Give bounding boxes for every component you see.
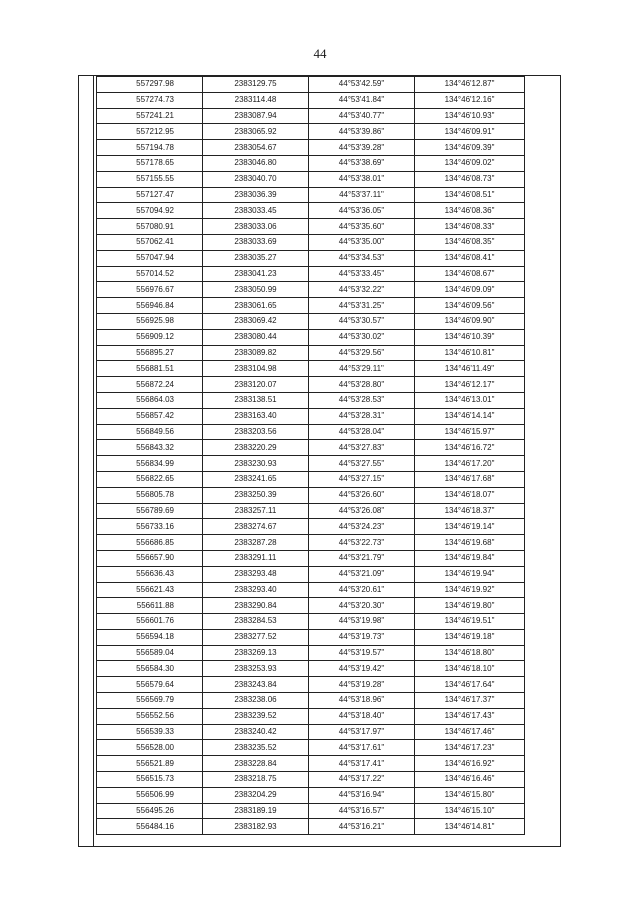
latitude-cell: 44°53'30.57" [309,313,415,329]
y-coordinate-cell: 2383104.98 [203,361,309,377]
table-row [97,77,525,93]
x-coordinate-cell: 556843.32 [97,440,203,456]
latitude-cell: 44°53'29.56" [309,345,415,361]
longitude-cell: 134°46'16.46" [415,772,525,788]
longitude-cell: 134°46'13.01" [415,392,525,408]
table-row [97,155,525,171]
y-coordinate-cell: 2383293.48 [203,566,309,582]
y-coordinate-cell: 2383290.84 [203,598,309,614]
latitude-cell: 44°53'19.98" [309,614,415,630]
longitude-cell: 134°46'19.51" [415,614,525,630]
x-coordinate-cell: 556805.78 [97,487,203,503]
x-coordinate-cell: 557194.78 [97,140,203,156]
longitude-cell: 134°46'17.23" [415,740,525,756]
latitude-cell: 44°53'37.11" [309,187,415,203]
longitude-cell: 134°46'10.93" [415,108,525,124]
latitude-cell: 44°53'20.30" [309,598,415,614]
y-coordinate-cell: 2383220.29 [203,440,309,456]
latitude-cell: 44°53'39.86" [309,124,415,140]
table-row [97,408,525,424]
longitude-cell: 134°46'17.46" [415,724,525,740]
table-row [97,424,525,440]
longitude-cell: 134°46'18.37" [415,503,525,519]
longitude-cell: 134°46'17.68" [415,471,525,487]
longitude-cell: 134°46'18.80" [415,645,525,661]
y-coordinate-cell: 2383269.13 [203,645,309,661]
latitude-cell: 44°53'19.28" [309,677,415,693]
latitude-cell: 44°53'38.69" [309,155,415,171]
x-coordinate-cell: 556849.56 [97,424,203,440]
latitude-cell: 44°53'35.00" [309,234,415,250]
table-row [97,329,525,345]
x-coordinate-cell: 556569.79 [97,693,203,709]
longitude-cell: 134°46'09.02" [415,155,525,171]
longitude-cell: 134°46'09.56" [415,298,525,314]
latitude-cell: 44°53'26.60" [309,487,415,503]
x-coordinate-cell: 556895.27 [97,345,203,361]
table-row [97,171,525,187]
latitude-cell: 44°53'19.73" [309,629,415,645]
table-row [97,677,525,693]
y-coordinate-cell: 2383235.52 [203,740,309,756]
left-margin-column [93,75,94,847]
x-coordinate-cell: 556789.69 [97,503,203,519]
y-coordinate-cell: 2383238.06 [203,693,309,709]
latitude-cell: 44°53'32.22" [309,282,415,298]
y-coordinate-cell: 2383069.42 [203,313,309,329]
latitude-cell: 44°53'28.31" [309,408,415,424]
table-row [97,361,525,377]
table-row [97,250,525,266]
longitude-cell: 134°46'17.43" [415,708,525,724]
y-coordinate-cell: 2383241.65 [203,471,309,487]
longitude-cell: 134°46'08.33" [415,219,525,235]
table-row [97,377,525,393]
x-coordinate-cell: 556611.88 [97,598,203,614]
longitude-cell: 134°46'12.17" [415,377,525,393]
y-coordinate-cell: 2383277.52 [203,629,309,645]
longitude-cell: 134°46'15.10" [415,803,525,819]
x-coordinate-cell: 556822.65 [97,471,203,487]
page-number: 44 [313,46,327,61]
y-coordinate-cell: 2383257.11 [203,503,309,519]
table-row [97,645,525,661]
x-coordinate-cell: 557178.65 [97,155,203,171]
x-coordinate-cell: 557155.55 [97,171,203,187]
table-row [97,140,525,156]
x-coordinate-cell: 556733.16 [97,519,203,535]
longitude-cell: 134°46'18.07" [415,487,525,503]
table-row [97,550,525,566]
y-coordinate-cell: 2383182.93 [203,819,309,835]
x-coordinate-cell: 556495.26 [97,803,203,819]
latitude-cell: 44°53'16.94" [309,787,415,803]
table-row [97,471,525,487]
table-row [97,803,525,819]
latitude-cell: 44°53'16.21" [309,819,415,835]
longitude-cell: 134°46'08.73" [415,171,525,187]
y-coordinate-cell: 2383089.82 [203,345,309,361]
y-coordinate-cell: 2383239.52 [203,708,309,724]
y-coordinate-cell: 2383035.27 [203,250,309,266]
longitude-cell: 134°46'19.68" [415,535,525,551]
table-row [97,313,525,329]
x-coordinate-cell: 557297.98 [97,77,203,93]
table-row [97,92,525,108]
x-coordinate-cell: 556872.24 [97,377,203,393]
longitude-cell: 134°46'08.51" [415,187,525,203]
longitude-cell: 134°46'15.80" [415,787,525,803]
longitude-cell: 134°46'16.92" [415,756,525,772]
y-coordinate-cell: 2383061.65 [203,298,309,314]
x-coordinate-cell: 556594.18 [97,629,203,645]
y-coordinate-cell: 2383033.06 [203,219,309,235]
longitude-cell: 134°46'19.84" [415,550,525,566]
x-coordinate-cell: 557062.41 [97,234,203,250]
x-coordinate-cell: 556976.67 [97,282,203,298]
latitude-cell: 44°53'39.28" [309,140,415,156]
table-row [97,535,525,551]
coordinates-table-body [97,77,525,835]
longitude-cell: 134°46'09.91" [415,124,525,140]
x-coordinate-cell: 556506.99 [97,787,203,803]
longitude-cell: 134°46'09.09" [415,282,525,298]
x-coordinate-cell: 556636.43 [97,566,203,582]
y-coordinate-cell: 2383041.23 [203,266,309,282]
table-row [97,629,525,645]
x-coordinate-cell: 556484.16 [97,819,203,835]
x-coordinate-cell: 556686.85 [97,535,203,551]
x-coordinate-cell: 557127.47 [97,187,203,203]
table-row [97,787,525,803]
y-coordinate-cell: 2383204.29 [203,787,309,803]
y-coordinate-cell: 2383203.56 [203,424,309,440]
x-coordinate-cell: 557014.52 [97,266,203,282]
x-coordinate-cell: 556864.03 [97,392,203,408]
x-coordinate-cell: 557241.21 [97,108,203,124]
latitude-cell: 44°53'22.73" [309,535,415,551]
longitude-cell: 134°46'14.81" [415,819,525,835]
latitude-cell: 44°53'31.25" [309,298,415,314]
x-coordinate-cell: 557047.94 [97,250,203,266]
longitude-cell: 134°46'19.92" [415,582,525,598]
latitude-cell: 44°53'26.08" [309,503,415,519]
table-row [97,392,525,408]
longitude-cell: 134°46'17.20" [415,456,525,472]
y-coordinate-cell: 2383033.69 [203,234,309,250]
table-row [97,108,525,124]
longitude-cell: 134°46'12.16" [415,92,525,108]
latitude-cell: 44°53'21.09" [309,566,415,582]
y-coordinate-cell: 2383080.44 [203,329,309,345]
y-coordinate-cell: 2383293.40 [203,582,309,598]
longitude-cell: 134°46'08.36" [415,203,525,219]
x-coordinate-cell: 557094.92 [97,203,203,219]
longitude-cell: 134°46'09.90" [415,313,525,329]
longitude-cell: 134°46'11.49" [415,361,525,377]
latitude-cell: 44°53'21.79" [309,550,415,566]
y-coordinate-cell: 2383114.48 [203,92,309,108]
longitude-cell: 134°46'08.41" [415,250,525,266]
latitude-cell: 44°53'30.02" [309,329,415,345]
x-coordinate-cell: 556601.76 [97,614,203,630]
x-coordinate-cell: 557274.73 [97,92,203,108]
table-row [97,487,525,503]
x-coordinate-cell: 556584.30 [97,661,203,677]
latitude-cell: 44°53'16.57" [309,803,415,819]
table-row [97,219,525,235]
table-row [97,661,525,677]
latitude-cell: 44°53'33.45" [309,266,415,282]
longitude-cell: 134°46'16.72" [415,440,525,456]
longitude-cell: 134°46'10.81" [415,345,525,361]
coordinates-table [96,76,525,835]
table-row [97,519,525,535]
latitude-cell: 44°53'27.15" [309,471,415,487]
x-coordinate-cell: 557080.91 [97,219,203,235]
longitude-cell: 134°46'19.80" [415,598,525,614]
table-row [97,614,525,630]
x-coordinate-cell: 556881.51 [97,361,203,377]
latitude-cell: 44°53'27.55" [309,456,415,472]
table-row [97,503,525,519]
y-coordinate-cell: 2383274.67 [203,519,309,535]
longitude-cell: 134°46'19.94" [415,566,525,582]
y-coordinate-cell: 2383087.94 [203,108,309,124]
y-coordinate-cell: 2383120.07 [203,377,309,393]
longitude-cell: 134°46'10.39" [415,329,525,345]
x-coordinate-cell: 556946.84 [97,298,203,314]
table-row [97,187,525,203]
x-coordinate-cell: 556925.98 [97,313,203,329]
table-row [97,740,525,756]
y-coordinate-cell: 2383033.45 [203,203,309,219]
table-row [97,693,525,709]
latitude-cell: 44°53'35.60" [309,219,415,235]
latitude-cell: 44°53'17.41" [309,756,415,772]
longitude-cell: 134°46'19.18" [415,629,525,645]
latitude-cell: 44°53'28.80" [309,377,415,393]
x-coordinate-cell: 556621.43 [97,582,203,598]
longitude-cell: 134°46'09.39" [415,140,525,156]
table-row [97,756,525,772]
x-coordinate-cell: 556834.99 [97,456,203,472]
y-coordinate-cell: 2383040.70 [203,171,309,187]
latitude-cell: 44°53'17.61" [309,740,415,756]
longitude-cell: 134°46'12.87" [415,77,525,93]
latitude-cell: 44°53'34.53" [309,250,415,266]
y-coordinate-cell: 2383129.75 [203,77,309,93]
y-coordinate-cell: 2383065.92 [203,124,309,140]
x-coordinate-cell: 556521.89 [97,756,203,772]
latitude-cell: 44°53'20.61" [309,582,415,598]
latitude-cell: 44°53'41.84" [309,92,415,108]
latitude-cell: 44°53'40.77" [309,108,415,124]
table-row [97,566,525,582]
y-coordinate-cell: 2383240.42 [203,724,309,740]
longitude-cell: 134°46'18.10" [415,661,525,677]
x-coordinate-cell: 556515.73 [97,772,203,788]
x-coordinate-cell: 556528.00 [97,740,203,756]
y-coordinate-cell: 2383243.84 [203,677,309,693]
x-coordinate-cell: 556579.64 [97,677,203,693]
y-coordinate-cell: 2383163.40 [203,408,309,424]
y-coordinate-cell: 2383054.67 [203,140,309,156]
longitude-cell: 134°46'08.67" [415,266,525,282]
table-row [97,266,525,282]
table-row [97,819,525,835]
latitude-cell: 44°53'28.04" [309,424,415,440]
latitude-cell: 44°53'27.83" [309,440,415,456]
longitude-cell: 134°46'19.14" [415,519,525,535]
latitude-cell: 44°53'29.11" [309,361,415,377]
y-coordinate-cell: 2383250.39 [203,487,309,503]
x-coordinate-cell: 556857.42 [97,408,203,424]
y-coordinate-cell: 2383036.39 [203,187,309,203]
latitude-cell: 44°53'17.22" [309,772,415,788]
table-row [97,234,525,250]
latitude-cell: 44°53'18.40" [309,708,415,724]
table-row [97,124,525,140]
longitude-cell: 134°46'08.35" [415,234,525,250]
latitude-cell: 44°53'19.57" [309,645,415,661]
x-coordinate-cell: 556552.56 [97,708,203,724]
table-row [97,282,525,298]
y-coordinate-cell: 2383230.93 [203,456,309,472]
y-coordinate-cell: 2383287.28 [203,535,309,551]
y-coordinate-cell: 2383284.53 [203,614,309,630]
x-coordinate-cell: 557212.95 [97,124,203,140]
x-coordinate-cell: 556657.90 [97,550,203,566]
y-coordinate-cell: 2383218.75 [203,772,309,788]
latitude-cell: 44°53'28.53" [309,392,415,408]
table-row [97,582,525,598]
y-coordinate-cell: 2383050.99 [203,282,309,298]
x-coordinate-cell: 556589.04 [97,645,203,661]
y-coordinate-cell: 2383189.19 [203,803,309,819]
y-coordinate-cell: 2383138.51 [203,392,309,408]
table-row [97,345,525,361]
y-coordinate-cell: 2383253.93 [203,661,309,677]
table-row [97,456,525,472]
latitude-cell: 44°53'36.05" [309,203,415,219]
latitude-cell: 44°53'19.42" [309,661,415,677]
table-row [97,203,525,219]
latitude-cell: 44°53'17.97" [309,724,415,740]
latitude-cell: 44°53'24.23" [309,519,415,535]
table-row [97,598,525,614]
table-row [97,440,525,456]
table-row [97,298,525,314]
longitude-cell: 134°46'17.37" [415,693,525,709]
y-coordinate-cell: 2383046.80 [203,155,309,171]
latitude-cell: 44°53'38.01" [309,171,415,187]
table-row [97,708,525,724]
x-coordinate-cell: 556909.12 [97,329,203,345]
y-coordinate-cell: 2383291.11 [203,550,309,566]
longitude-cell: 134°46'14.14" [415,408,525,424]
latitude-cell: 44°53'42.59" [309,77,415,93]
x-coordinate-cell: 556539.33 [97,724,203,740]
table-row [97,724,525,740]
longitude-cell: 134°46'17.64" [415,677,525,693]
y-coordinate-cell: 2383228.84 [203,756,309,772]
longitude-cell: 134°46'15.97" [415,424,525,440]
latitude-cell: 44°53'18.96" [309,693,415,709]
table-row [97,772,525,788]
